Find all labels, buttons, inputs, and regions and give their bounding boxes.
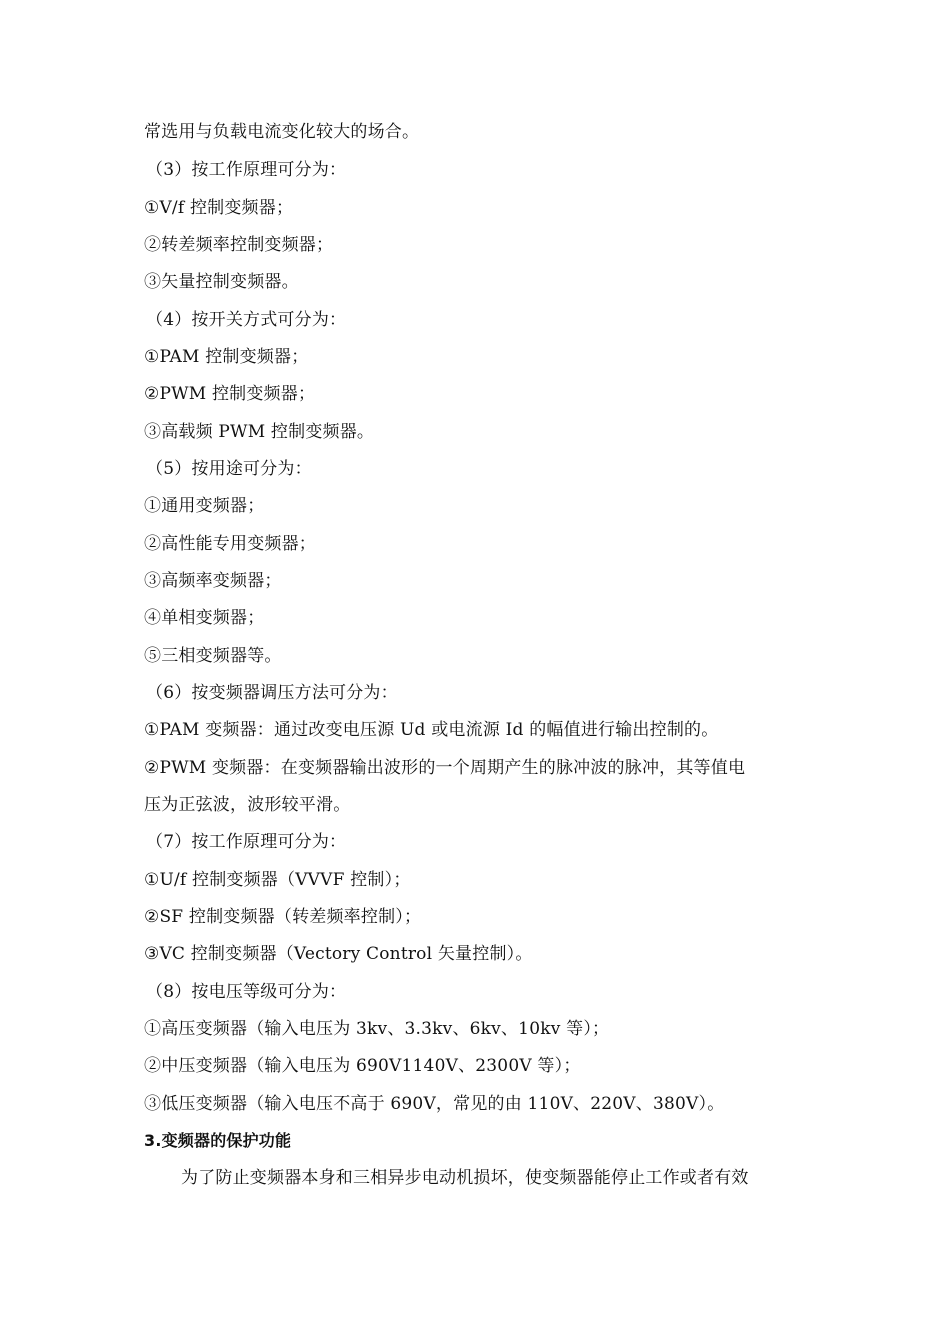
list-item: ②中压变频器（输入电压为 690V1140V、2300V 等）；	[144, 1056, 581, 1076]
text-line: 常选用与负载电流变化较大的场合。	[144, 122, 420, 142]
list-item: ⑤三相变频器等。	[144, 646, 282, 666]
section-heading: （5）按用途可分为：	[146, 459, 312, 479]
section-heading: （7）按工作原理可分为：	[146, 832, 347, 852]
chapter-heading: 3.变频器的保护功能	[144, 1131, 292, 1150]
list-item: ③矢量控制变频器。	[144, 272, 299, 292]
list-item: ①PAM 控制变频器；	[144, 347, 309, 367]
list-item-continuation: 压为正弦波，波形较平滑。	[144, 795, 351, 815]
section-heading: （4）按开关方式可分为：	[146, 310, 347, 330]
list-item: ①PAM 变频器：通过改变电压源 Ud 或电流源 Id 的幅值进行输出控制的。	[144, 720, 719, 740]
list-item: ①通用变频器；	[144, 496, 265, 516]
list-item: ①高压变频器（输入电压为 3kv、3.3kv、6kv、10kv 等）；	[144, 1019, 610, 1039]
paragraph-line: 为了防止变频器本身和三相异步电动机损坏，使变频器能停止工作或者有效	[181, 1168, 749, 1188]
list-item: ③高载频 PWM 控制变频器。	[144, 422, 375, 442]
section-heading: （8）按电压等级可分为：	[146, 982, 347, 1002]
list-item: ①V/f 控制变频器；	[144, 198, 294, 218]
section-heading: （6）按变频器调压方法可分为：	[146, 683, 398, 703]
list-item: ①U/f 控制变频器（VVVF 控制）；	[144, 870, 411, 890]
list-item: ③低压变频器（输入电压不高于 690V，常见的由 110V、220V、380V）。	[144, 1094, 725, 1114]
list-item: ②高性能专用变频器；	[144, 534, 316, 554]
list-item: ②PWM 控制变频器；	[144, 384, 316, 404]
section-heading: （3）按工作原理可分为：	[146, 160, 347, 180]
list-item: ③VC 控制变频器（Vectory Control 矢量控制）。	[144, 944, 533, 964]
list-item: ④单相变频器；	[144, 608, 265, 628]
list-item: ②转差频率控制变频器；	[144, 235, 334, 255]
list-item: ②SF 控制变频器（转差频率控制）；	[144, 907, 422, 927]
list-item: ②PWM 变频器：在变频器输出波形的一个周期产生的脉冲波的脉冲，其等值电	[144, 758, 746, 778]
list-item: ③高频率变频器；	[144, 571, 282, 591]
